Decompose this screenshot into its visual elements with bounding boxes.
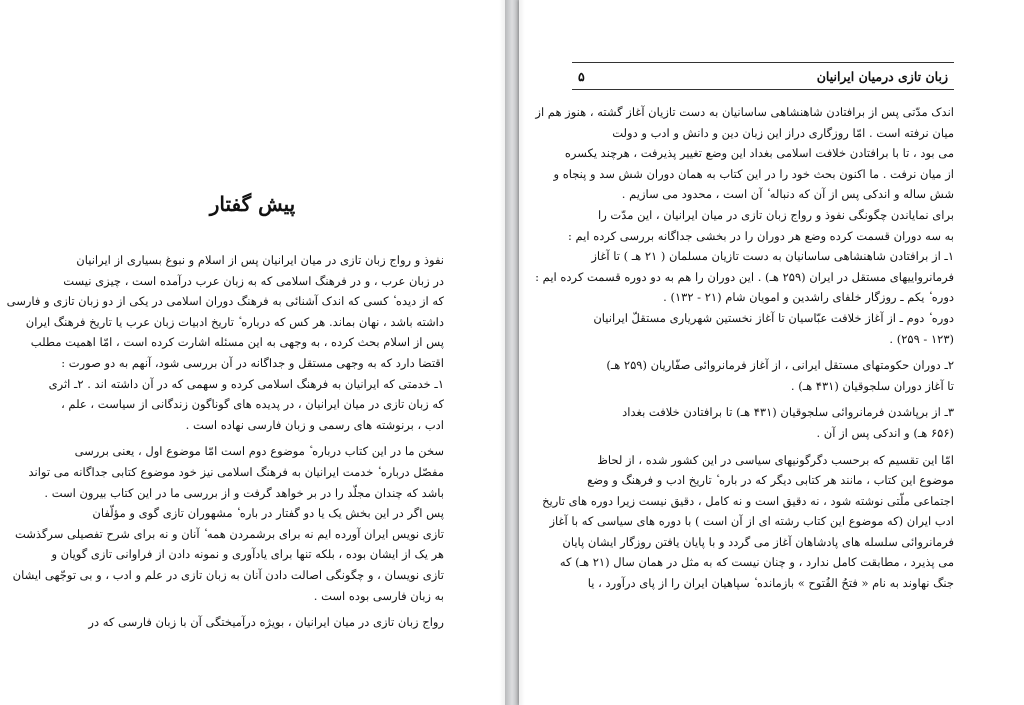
text-line: نفوذ و رواج زبان تازی در میان ایرانیان پس از اسلام و نبوغ بسیاری از ایرانیان bbox=[76, 253, 444, 267]
text-line: داشته باشد ، نهان بماند. هر کس که درباره ٔ تاریخ ادبیات زبان عرب یا تاریخ فرهنگ ایران bbox=[25, 314, 444, 329]
text-line: موضوع این کتاب ، مانند هر کتابی دیگر که در باره ٔ تاریخ ادب و فرهنگ و وضع bbox=[587, 473, 954, 488]
chapter-title: پیش گفتار bbox=[209, 192, 296, 216]
text-line: سخن ما در این کتاب درباره ٔ موضوع دوم است امّا موضوع اول ، یعنی بررسی bbox=[74, 444, 444, 459]
text-line: ادب ایران (که موضوع این کتاب رشته ای از آن است ) با دوره های سیاسی که با آغاز bbox=[549, 514, 954, 529]
text-line: امّا این تقسیم که برحسب دگرگونیهای سیاسی در این کشور شده ، از لحاظ bbox=[597, 452, 954, 467]
text-line: اندک مدّتی پس از برافتادن شاهنشاهی ساسانیان به دست تازیان آغاز گشته ، هنوز هم از bbox=[535, 105, 954, 119]
text-line: دوره ٔ یکم ـ روزگار خلفای راشدین و امویان شام (۲۱ - ۱۳۲) . bbox=[663, 290, 954, 305]
running-head-title: زبان تازی درمیان ایرانیان bbox=[816, 68, 948, 84]
text-line: (۱۲۳ - ۲۵۹) . bbox=[889, 331, 954, 346]
page-number: ۵ bbox=[578, 68, 585, 84]
running-head bbox=[572, 62, 954, 90]
text-line: هر یک از ایشان بوده ، بلکه تنها برای یادآوری و نمونه دادن از فراوانی تازی گویان و bbox=[51, 547, 444, 562]
text-line: تازی نویس ایران آورده ایم نه برای برشمردن همه ٔ آنان و نه برای شرح تفصیلی سرگذشت bbox=[14, 526, 444, 541]
text-line: اقتضا دارد که به وجهی مستقل و جداگانه در آن بررسی شود، آنهم به دو صورت : bbox=[61, 355, 444, 370]
text-line: به سه دوران قسمت کرده وضع هر دوران را در بخشی جداگانه بررسی کرده ایم : bbox=[567, 228, 954, 243]
text-line: فرمانروائی سلسله های پادشاهان آغاز می گردد و با پایان یافتن روزگار ایشان پایان bbox=[562, 534, 954, 549]
text-line: (۶۵۶ هـ) و اندکی پس از آن . bbox=[816, 425, 954, 440]
book-gutter bbox=[505, 0, 519, 705]
text-line: ۳ـ از برپاشدن فرمانروائی سلجوقیان (۴۳۱ هـ) تا برافتادن خلافت بغداد bbox=[622, 405, 954, 420]
text-line: در زبان عرب ، و در فرهنگ اسلامی که به زبان عرب درآمده است ، چیزی نیست bbox=[63, 273, 444, 288]
text-line: تازی نویسان ، و چگونگی اصالت دادن آنان به زبان تازی در علم و ادب ، و بی توجّهی ایشان bbox=[12, 567, 444, 582]
text-line: ۱ـ از برافتادن شاهنشاهی ساسانیان به دست تازیان مسلمان ( ۲۱ هـ ) تا آغاز bbox=[591, 249, 954, 264]
left-page-text bbox=[6, 250, 444, 633]
text-line: می بود ، تا با برافتادن خلافت اسلامی بغداد این وضع تغییر پذیرفت ، هرچند یکسره bbox=[564, 146, 954, 161]
text-line: اجتماعی ملّتی نوشته شود ، نه دقیق است و نه کامل ، دقیق نیست زیرا دوره های تاریخ bbox=[542, 493, 954, 508]
text-line: ۱ـ خدمتی که ایرانیان به فرهنگ اسلامی کرده و سهمی که در آن داشته اند . ۲ـ اثری bbox=[48, 376, 444, 391]
text-line: میان نرفته است . امّا روزگاری دراز این زبان دین و دانش و ادب و دولت bbox=[612, 125, 954, 140]
text-line: تا آغاز دوران سلجوقیان (۴۳۱ هـ) . bbox=[790, 378, 954, 393]
text-line: باشد که چندان مجلّد را در بر خواهد گرفت و از بررسی ما در این کتاب بیرون است . bbox=[44, 485, 444, 500]
text-line: پس از اسلام بحث کرده ، به وجهی به این مسئله اشارت کرده است ، امّا اهمیت مطلب bbox=[30, 335, 444, 350]
text-line: شش ساله و اندکی پس از آن که دنباله ٔ آن است ، محدود می سازیم . bbox=[621, 187, 954, 202]
text-line: می پذیرد ، مطابقت کامل ندارد ، و چنان نیست که به مثل در همان سال (۲۱ هـ) که bbox=[559, 555, 954, 570]
text-line: رواج زبان تازی در میان ایرانیان ، بویژه درآمیختگی آن با زبان فارسی که در bbox=[88, 615, 444, 630]
text-line: پس اگر در این بخش یک یا دو گفتار در باره ٔ مشهوران تازی گوی و مؤلّفان bbox=[92, 506, 444, 521]
page-edge-shadow bbox=[519, 0, 525, 705]
text-line: فرمانرواییهای مستقل در ایران (۲۵۹ هـ) . این دوران را هم به دو دوره قسمت کرده ایم : bbox=[535, 269, 954, 284]
left-page bbox=[0, 0, 505, 705]
text-line: که از دیده ٔ کسی که اندک آشنائی به فرهنگ دوران اسلامی در یکی از دو زبان تازی و فارسی bbox=[6, 294, 444, 309]
text-line: دوره ٔ دوم ـ از آغاز خلافت عبّاسیان تا آغاز نخستین شهریاری مستقلّ ایرانیان bbox=[593, 310, 954, 325]
text-line: به زبان فارسی بوده است . bbox=[313, 588, 444, 603]
right-page-text bbox=[535, 102, 954, 594]
text-line: ادب ، برنوشته های رسمی و زبان فارسی نهاده است . bbox=[185, 417, 444, 432]
text-line: برای نمایاندن چگونگی نفوذ و رواج زبان تازی در میان ایرانیان ، این مدّت را bbox=[598, 207, 954, 222]
text-line: مفصّل درباره ٔ خدمت ایرانیان به فرهنگ اسلامی نیز خود موضوع کتابی جداگانه می تواند bbox=[28, 464, 444, 479]
text-line: از میان نرفت . ما اکنون بحث خود را در این کتاب به همان دوران شش سد و پنجاه و bbox=[553, 166, 954, 181]
text-line: که زبان تازی در میان ایرانیان ، در پدیده های گوناگون زندگانی از سیاست ، علم ، bbox=[61, 397, 444, 412]
text-line: ۲ـ دوران حکومتهای مستقل ایرانی ، از آغاز فرمانروائی صفّاریان (۲۵۹ هـ) bbox=[606, 358, 954, 373]
text-line: جنگ نهاوند به نام « فتحُ الفُتوح » بازمانده ٔ سپاهیان ایران را از پای درآورد ، یا bbox=[587, 576, 954, 591]
